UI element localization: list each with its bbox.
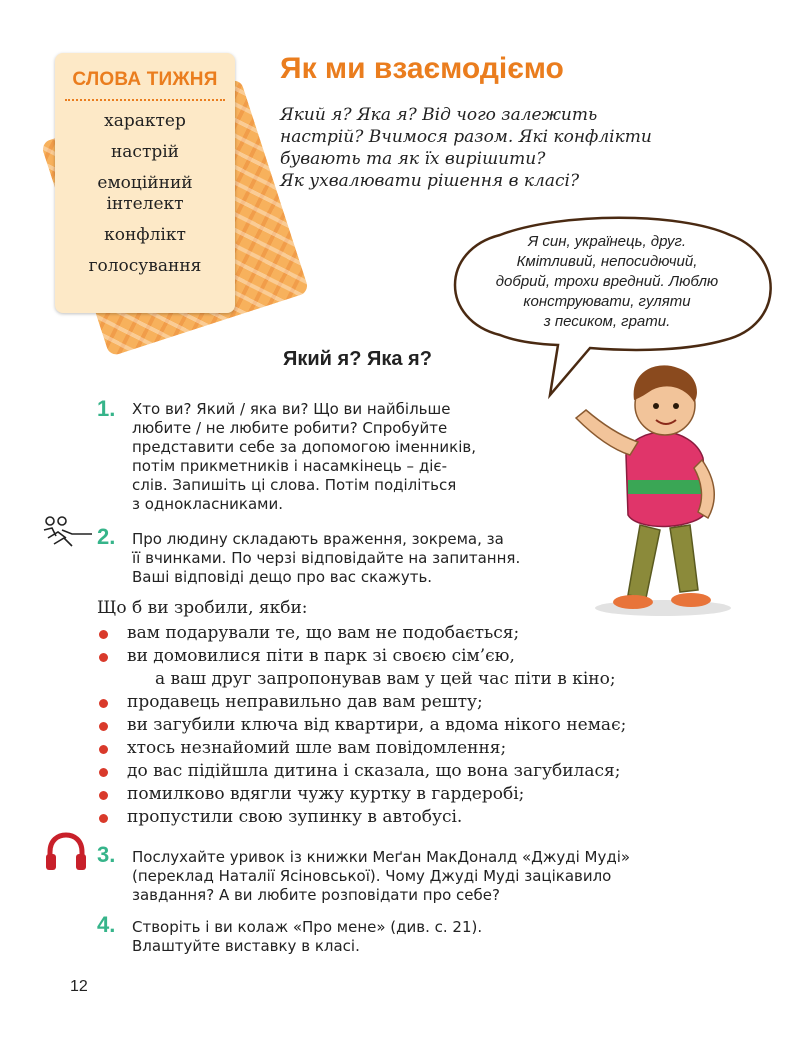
task-line: слів. Запишіть ці слова. Потім поділіться [132,476,457,494]
speech-bubble-text [462,232,752,332]
task-line: Влаштуйте виставку в класі. [132,937,360,955]
words-card-title: СЛОВА ТИЖНЯ [72,69,218,90]
word-item: характер [104,111,186,131]
task-number: 3. [97,842,116,867]
list-item-text: до вас підійшла дитина і сказала, що вона загубилася; [127,761,621,781]
list-item [97,783,777,806]
words-list [55,111,235,287]
intro-line: Як ухвалювати рішення в класі? [280,171,580,191]
pair-work-icon [42,516,94,550]
task-line: Хто ви? Який / яка ви? Що ви найбільше [132,400,451,418]
list-item-text: продавець неправильно дав вам решту; [127,692,483,712]
task-line: Ваші відповіді дещо про вас скажуть. [132,568,433,586]
list-item [97,691,777,714]
task-line: Створіть і ви колаж «Про мене» (див. с. 21). [132,918,483,936]
bubble-line: конструювати, гуляти [523,293,691,310]
list-item-text: вам подарували те, що вам не подобається; [127,623,520,643]
word-item: голосування [88,256,202,276]
word-item: емоційний інтелект [97,173,193,214]
list-item [97,714,777,737]
bullet-dot [99,791,108,800]
bullet-dot [99,745,108,754]
section-title: Який я? Яка я? [283,348,432,370]
intro-line: Який я? Яка я? Від чого залежить [280,105,598,125]
bullet-dot [99,768,108,777]
task-number: 4. [97,912,116,937]
list-item [97,806,777,829]
list-item-text: пропустили свою зупинку в автобусі. [127,807,463,827]
task-3-text [132,848,752,905]
task-line: з однокласниками. [132,495,284,513]
bullet-dot [99,814,108,823]
list-item-text: помилково вдягли чужу куртку в гардеробі; [127,784,525,804]
list-item [97,622,777,645]
bullet-dot [99,630,108,639]
task-number: 2. [97,524,116,549]
list-item [97,737,777,760]
list-item [97,760,777,783]
bullet-dot [99,699,108,708]
bullet-dot [99,653,108,662]
task-4-text [132,918,632,956]
list-item [97,645,777,691]
bubble-line: з песиком, грати. [543,313,671,330]
task-line: Послухайте уривок із книжки Меґан МакДоналд «Джуді Муді» [132,848,631,866]
task-line: потім прикметників і насамкінець – діє- [132,457,448,475]
task-line: Про людину складають враження, зокрема, за [132,530,504,548]
task-line: любите / не любите робити? Спробуйте [132,419,448,437]
list-item-text: ви загубили ключа від квартири, а вдома нікого немає; [127,715,627,735]
page-title: Як ми взаємодіємо [280,52,564,85]
questions-lead: Що б ви зробили, якби: [97,598,308,618]
list-item-text: ви домовилися піти в парк зі своєю сім’єю, [127,646,515,666]
word-item: настрій [110,142,180,162]
intro-line: бувають та як їх вирішити? [280,149,546,169]
task-number: 1. [97,396,116,421]
word-item: конфлікт [104,225,186,245]
intro-text [280,104,740,192]
words-of-week-card [55,53,235,313]
bubble-line: Я син, українець, друг. [527,233,687,250]
intro-line: настрій? Вчимося разом. Які конфлікти [280,127,652,147]
bubble-line: добрий, трохи вредний. Люблю [495,273,719,290]
task-line: (переклад Наталії Ясіновської). Чому Джуді Муді зацікавило [132,867,612,885]
task-line: завдання? А ви любите розповідати про себе? [132,886,500,904]
headphones-icon [44,832,88,872]
bullet-dot [99,722,108,731]
bubble-line: Кмітливий, непосидючий, [516,253,698,270]
task-2-text [132,530,602,587]
task-line: її вчинками. По черзі відповідайте на запитання. [132,549,521,567]
task-line: представити себе за допомогою іменників, [132,438,476,456]
page-number: 12 [70,978,88,995]
task-1-text [132,400,542,514]
questions-list [97,622,777,829]
list-item-continuation: а ваш друг запропонував вам у цей час піти в кіно; [155,669,616,689]
list-item-text: хтось незнайомий шле вам повідомлення; [127,738,507,758]
card-divider [65,99,225,101]
